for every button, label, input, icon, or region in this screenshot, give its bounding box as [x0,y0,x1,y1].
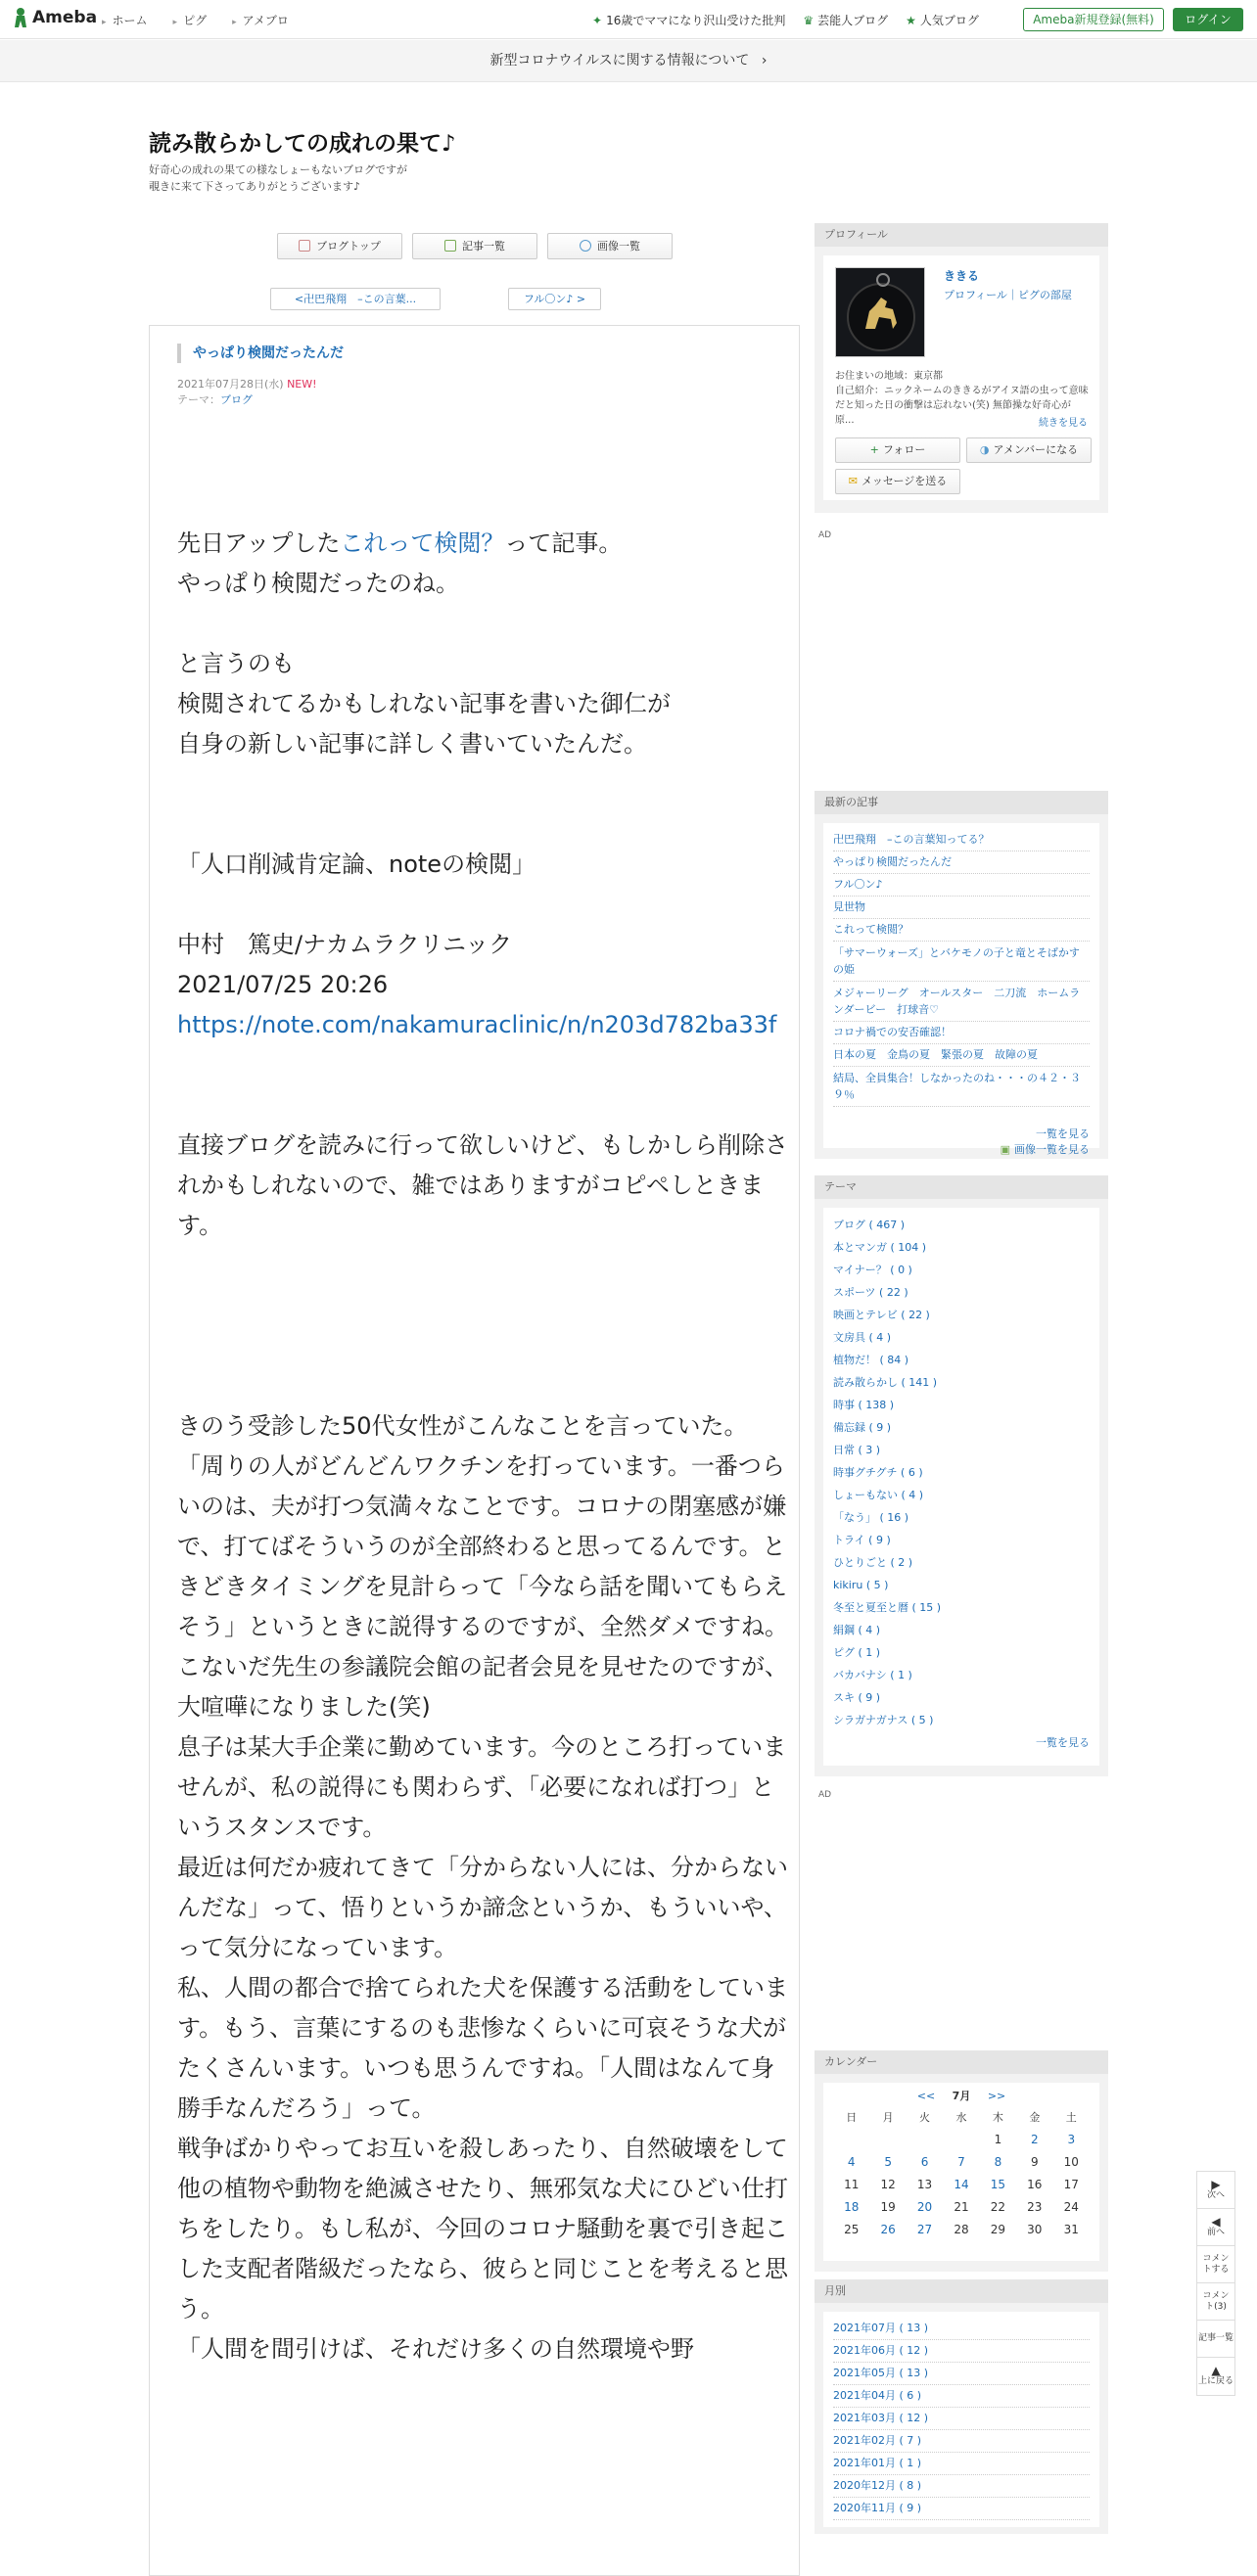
calendar-day-link[interactable]: 14 [954,2177,969,2191]
weekday-label: 木 [992,2111,1003,2124]
ameba-logo[interactable] [12,7,97,28]
crown-icon: ♛ [803,13,815,27]
weekday-label: 金 [1029,2111,1041,2124]
header-link-popular[interactable] [906,12,979,28]
entry-paragraph: 「周りの人がどんどんワクチンを打っています。一番つらいのは、夫が打つ気満々なことです。コロナの閉塞感が嫌で、打てばそういうのが全部終わると思ってるんです。ときどきタイミングを見計らって「今なら話を聞いてもらえそう」というときに説得するのですが、全然ダメですね。こないだ先生の参議院会館の記者会見を見せたのですが、大喧嘩になりました(笑) [177,1452,788,1721]
entry-date: 2021年07月28日(水) [177,378,284,391]
calendar-day-link[interactable]: 20 [916,2199,933,2214]
next-entry-button[interactable] [1197,2172,1234,2209]
star-icon: ✦ [592,13,603,27]
calendar-day: 25 [844,2222,860,2236]
new-badge: NEW! [287,378,317,391]
weekday-label: 月 [882,2111,894,2124]
entry-paragraph: 最近は何だか疲れてきて「分からない人には、分からないんだな」って、悟りというか諦念というか、もういいや、って気分になっています。 [177,1854,788,1961]
calendar-day-link[interactable]: 26 [880,2222,896,2236]
weekday-label: 火 [919,2111,931,2124]
chevron-right-icon: › [761,53,768,69]
calendar-week [833,2150,1090,2173]
blog-description [149,161,540,195]
calendar-day-link[interactable]: 8 [994,2154,1002,2169]
recent-list [833,829,1090,1107]
recent-entry-link[interactable]: 日本の夏 金鳥の夏 緊張の夏 故障の夏 [833,1044,1090,1067]
calendar-day: 22 [990,2199,1006,2214]
recent-entry-link[interactable]: 「サマーウォーズ」とバケモノの子と竜とそばかすの姫 [833,942,1090,982]
calendar-day-link[interactable]: 5 [884,2154,892,2169]
floating-nav [1196,2171,1235,2396]
theme-link[interactable]: しょーもない ( 4 ) [833,1489,924,1501]
article [149,325,800,2576]
theme-link[interactable]: マイナー？ ( 0 ) [833,1264,912,1276]
theme-label: テーマ： [177,393,220,406]
prev-entry-link[interactable]: <卍巴飛翔 –この言葉... [270,288,441,310]
ameba-mascot-icon [12,7,29,28]
plus-icon: + [869,443,879,456]
entry-body [177,524,794,2369]
star-icon: ★ [906,13,916,27]
blog-top-label: ブログトップ [316,240,381,253]
monthly-archive-link[interactable]: 2021年06月 ( 12 ) [833,2340,1090,2363]
mail-icon: ✉ [848,475,858,487]
entry-paragraph: 中村 篤史/ナカムラクリニック [177,931,513,958]
blog-top-button[interactable] [277,233,402,259]
recent-entries-widget [815,791,1108,1159]
profile-widget [815,223,1108,513]
monthly-list [833,2318,1090,2520]
prev-label: 前へ [1206,2227,1225,2237]
calendar-day-link[interactable]: 4 [847,2154,856,2169]
image-icon: ▣ [1000,1143,1010,1156]
login-button[interactable]: ログイン [1173,8,1243,31]
entry-theme-link[interactable]: ブログ [220,393,253,406]
theme-link[interactable]: ブログ ( 467 ) [833,1219,906,1231]
ad-label: AD [818,1790,832,1800]
theme-link[interactable]: 時事 ( 138 ) [833,1399,895,1411]
follow-button[interactable] [835,437,960,463]
calendar-weekdays [833,2106,1090,2128]
calendar-week [833,2218,1090,2240]
weekday-label: 土 [1065,2111,1077,2124]
monthly-archive-link[interactable]: 2021年01月 ( 1 ) [833,2453,1090,2475]
monthly-archive-link[interactable]: 2021年03月 ( 12 ) [833,2408,1090,2430]
entry-paragraph: 息子は某大手企業に勤めています。今のところ打っていませんが、私の説得にも関わらず、「必要になれば打つ」というスタンスです。 [177,1733,787,1841]
global-header [0,0,1257,39]
entry-paragraph: きのう受診した50代女性がこんなことを言っていた。 [177,1412,748,1440]
calendar-day: 30 [1027,2222,1043,2236]
profile-header: プロフィール [815,223,1108,247]
monthly-archive-link[interactable]: 2021年05月 ( 13 ) [833,2363,1090,2385]
theme-link[interactable]: kikiru ( 5 ) [833,1579,889,1591]
calendar-days [833,2128,1090,2240]
calendar-day [907,2128,943,2150]
theme-link[interactable]: ひとりごと ( 2 ) [833,1556,913,1569]
header-links [592,12,997,28]
monthly-archive-link[interactable]: 2021年04月 ( 6 ) [833,2385,1090,2408]
theme-link[interactable]: シラガナガナス ( 5 ) [833,1714,934,1726]
calendar-nav [833,2087,1090,2106]
theme-link[interactable]: 本とマンガ ( 104 ) [833,1241,927,1254]
calendar-day: 1 [994,2132,1002,2146]
amember-button[interactable] [966,437,1092,463]
theme-list [833,1214,1090,1731]
list-icon [444,240,456,252]
recent-entry-link[interactable]: メジャーリーグ オールスター 二刀流 ホームランダービー 打球音♡ [833,982,1090,1022]
camera-icon [580,240,591,252]
entry-list-float-button[interactable] [1197,2321,1234,2358]
theme-link[interactable]: 時事グチグチ ( 6 ) [833,1466,923,1479]
avatar[interactable] [835,267,925,357]
calendar-day-link[interactable]: 2 [1031,2132,1039,2146]
entry-meta [177,377,317,408]
global-nav [102,12,314,28]
arrow-up-icon: ▲ [1211,2364,1221,2377]
external-note-link[interactable] [177,1005,794,1045]
calendar-day-link[interactable]: 6 [920,2154,929,2169]
calendar-day-link[interactable]: 27 [916,2222,933,2236]
comment-button[interactable] [1197,2246,1234,2283]
recent-header: 最新の記事 [815,791,1108,814]
theme-widget [815,1175,1108,1776]
theme-link[interactable]: 備忘録 ( 9 ) [833,1421,892,1434]
weekday-label: 水 [955,2111,967,2124]
header-link-featured[interactable] [592,12,785,28]
monthly-archive-link[interactable]: 2020年12月 ( 8 ) [833,2475,1090,2498]
entry-paragraph: 「人間を間引けば、それだけ多くの自然環境や野 [177,2335,694,2363]
next-entry-link[interactable]: フル〇ン♪ > [508,288,601,310]
calendar-week [833,2195,1090,2218]
message-label: メッセージを送る [861,475,948,487]
calendar-widget [815,2050,1108,2272]
recent-entry-link[interactable]: 結局、全員集合！しなかったのね・・・の４２・３９％ [833,1067,1090,1107]
calendar-day-link[interactable]: 7 [957,2154,965,2169]
theme-link[interactable]: ピグ ( 1 ) [833,1646,881,1659]
monthly-archive-widget [815,2279,1108,2534]
calendar-next-link[interactable]: >> [987,2090,1006,2102]
header-link-label: 人気ブログ [919,14,979,27]
calendar-day: 24 [1063,2199,1079,2214]
avatar-image [836,268,925,357]
logo-text: Ameba [32,8,98,27]
entry-list-button[interactable] [412,233,537,259]
theme-link[interactable]: バカバナシ ( 1 ) [833,1669,912,1681]
register-button[interactable]: Ameba新規登録(無料) [1023,8,1164,31]
calendar-day: 10 [1063,2154,1079,2169]
calendar-day: 13 [916,2177,933,2191]
theme-link[interactable]: 文房具 ( 4 ) [833,1331,892,1344]
entry-paragraph: 自身の新しい記事に詳しく書いていたんだ。 [177,730,647,758]
calendar-day: 17 [1063,2177,1079,2191]
monthly-header: 月別 [815,2279,1108,2303]
calendar-day [833,2128,869,2150]
entry-title[interactable]: やっぱり検閲だったんだ [177,344,344,363]
calendar-day: 9 [1031,2154,1039,2169]
calendar-day [869,2128,906,2150]
calendar-month: 7月 [952,2090,971,2102]
theme-link[interactable]: スキ ( 9 ) [833,1691,881,1704]
note-url[interactable]: https://note.com/nakamuraclinic/n/n203d782ba33f [177,1011,777,1038]
theme-link[interactable]: スポーツ ( 22 ) [833,1286,908,1299]
theme-link[interactable]: トライ ( 9 ) [833,1534,891,1546]
profile-residence: お住まいの地域：東京都 [835,371,943,382]
list-label: 記事一覧 [1197,2333,1234,2343]
calendar-day: 29 [990,2222,1006,2236]
theme-link[interactable]: 植物だ！ ( 84 ) [833,1354,909,1366]
recent-entry-link[interactable]: 卍巴飛翔 –この言葉知ってる？ [833,829,1090,851]
entry-paragraph: と言うのも [177,650,295,677]
image-list-button[interactable] [547,233,673,259]
calendar-day: 11 [844,2177,860,2191]
calendar-day: 28 [954,2222,969,2236]
calendar-table [833,2106,1090,2240]
theme-header: テーマ [815,1175,1108,1199]
back-icon: ◀ [1211,2214,1221,2229]
blog-title[interactable]: 読み散らかしての成れの果て♪ [149,131,456,157]
back-to-top-button[interactable] [1197,2358,1234,2395]
calendar-day-link[interactable]: 3 [1067,2132,1076,2146]
monthly-archive-link[interactable]: 2021年07月 ( 13 ) [833,2318,1090,2340]
calendar-day: 16 [1027,2177,1043,2191]
calendar-prev-link[interactable]: << [916,2090,936,2102]
text-span: って記事。 [504,529,623,557]
image-list-label: 画像一覧 [597,240,640,253]
entry-paragraph: 私、人間の都合で捨てられた犬を保護する活動をしています。もう、言葉にするのも悲惨なくらいに可哀そうな犬がたくさんいます。いつも思うんですね。「人間はなんて身勝手なんだろう」って。 [177,1974,788,2122]
calendar-day-link[interactable]: 18 [844,2199,860,2214]
recent-entry-link[interactable]: コロナ禍での安否確認！ [833,1022,1090,1044]
calendar-day: 19 [880,2199,896,2214]
next-label: 次へ [1206,2189,1225,2200]
theme-link[interactable]: 日常 ( 3 ) [833,1444,881,1456]
profile-more-link[interactable]: 続きを見る [1039,418,1088,429]
calendar-week [833,2128,1090,2150]
blog-description-line: 好奇心の成れの果ての様なしょーもないブログですが [149,163,407,176]
prev-entry-button[interactable] [1197,2209,1234,2246]
nav-pigg[interactable]: ▸ ピグ [173,12,208,28]
header-link-label: 16歳でママになり沢山受けた批判 [606,14,786,27]
header-link-label: 芸能人ブログ [817,14,889,27]
comment-label: コメントする [1202,2253,1230,2275]
calendar-header: カレンダー [815,2050,1108,2074]
monthly-archive-link[interactable]: 2021年02月 ( 7 ) [833,2430,1090,2453]
recent-more-link[interactable]: 一覧を見る [1036,1127,1090,1140]
entry-paragraph: やっぱり検閲だったのね。 [177,570,459,597]
recent-entry-link[interactable]: これって検閲？ [833,919,1090,942]
comments-label: コメント(3) [1202,2290,1230,2312]
entry-paragraph: 2021/07/25 20:26 [177,971,389,998]
theme-link[interactable]: 「なう」 ( 16 ) [833,1511,909,1524]
covid-banner-text: 新型コロナウイルスに関する情報について [489,53,750,69]
blog-description-line: 覗きに来て下さってありがとうございます♪ [149,180,361,193]
profile-name[interactable]: ききる [944,269,980,283]
amember-icon: ◑ [979,443,990,456]
weekday-label: 日 [846,2111,858,2124]
monthly-archive-link[interactable]: 2020年11月 ( 9 ) [833,2498,1090,2520]
header-link-celebrity[interactable] [803,12,888,28]
profile-intro: 自己紹介：ニックネームのききるがアイヌ語の虫って意味だと知った日の衝撃は忘れない(笑) 無節操な好奇心が原... [835,386,1089,426]
ad-label: AD [818,530,832,540]
recent-entry-link[interactable]: 見世物 [833,897,1090,919]
entry-paragraph [177,524,794,564]
nav-home[interactable]: ▸ ホーム [102,12,148,28]
entry-list-label: 記事一覧 [462,240,505,253]
theme-link[interactable]: 読み散らかし ( 141 ) [833,1376,938,1389]
nav-ameblo[interactable]: ▸ アメブロ [232,12,289,28]
play-icon: ▶ [1211,2177,1221,2191]
covid-info-banner[interactable] [0,40,1257,82]
entry-paragraph: 検閲されてるかもしれない記事を書いた御仁が [177,690,671,717]
calendar-day [943,2128,979,2150]
entry-paragraph: 「人口削減肯定論、noteの検閲」 [177,851,536,878]
entry-paragraph: 直接ブログを読みに行って欲しいけど、もしかしら削除されかもしれないので、雑ではありますがコピペしときます。 [177,1131,788,1239]
linked-entry-link[interactable]: これって検閲？ [340,529,505,557]
recent-images-link[interactable] [833,1142,1090,1158]
top-label: 上に戻る [1197,2376,1234,2386]
profile-links[interactable]: プロフィール｜ピグの部屋 [944,289,1072,301]
theme-link[interactable]: 絹鋼 ( 4 ) [833,1624,881,1636]
calendar-day: 23 [1027,2199,1043,2214]
text-span: 先日アップした [177,529,341,557]
follow-label: フォロー [882,443,926,456]
amember-label: アメンバーになる [993,443,1079,456]
recent-images-label: 画像一覧を見る [1014,1143,1090,1156]
theme-link[interactable]: 冬至と夏至と暦 ( 15 ) [833,1601,942,1614]
entry-paragraph: 戦争ばかりやってお互いを殺しあったり、自然破壊をして他の植物や動物を絶滅させたり、無邪気な犬にひどい仕打ちをしたり。もし私が、今回のコロナ騒動を裏で引き起こした支配者階級だったなら、彼らと同じことを考えると思う。 [177,2135,788,2323]
calendar-day: 31 [1063,2222,1079,2236]
calendar-day: 12 [880,2177,896,2191]
recent-entry-link[interactable]: やっぱり検閲だったんだ [833,851,1090,874]
recent-entry-link[interactable]: フル〇ン♪ [833,874,1090,897]
send-message-button[interactable] [835,469,960,494]
theme-more-link[interactable]: 一覧を見る [1036,1736,1090,1749]
comments-count-button[interactable] [1197,2283,1234,2321]
theme-link[interactable]: 映画とテレビ ( 22 ) [833,1309,930,1321]
calendar-week [833,2173,1090,2195]
calendar-day-link[interactable]: 15 [990,2177,1006,2191]
page-icon [299,240,310,252]
calendar-day: 21 [954,2199,969,2214]
